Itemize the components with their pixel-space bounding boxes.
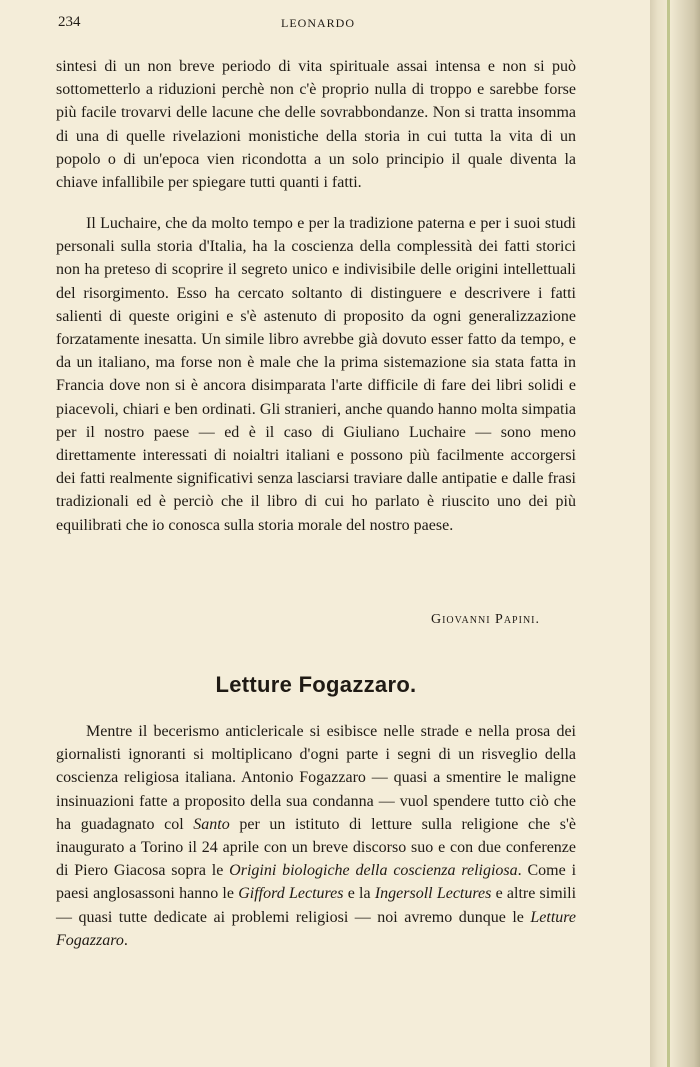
text-segment: e altre simili — quasi tutte dedicate ai problemi religiosi — noi avremo dunque le — [56, 885, 577, 926]
running-title: LEONARDO — [281, 16, 355, 30]
author-signature: Giovanni Papini. — [430, 612, 540, 627]
article-paragraph — [56, 720, 576, 952]
text-segment: Mentre il becerismo anticlericale si esibisce nelle strade e nella prosa dei giornalisti ignoranti si moltiplicano d'ogni parte i segni di un risveglio della coscienza religiosa italiana. Antonio Fogazzaro — quasi a smentire le maligne insinuazioni fatte a proposito della sua condanna — vuol spendere tutto ciò che ha guadagnato col — [56, 723, 576, 833]
text-segment: per un istituto di letture sulla religione che s'è inaugurato a Torino il 24 aprile con un breve discorso suo e con due conferenze di Piero Giacosa sopra le — [56, 815, 576, 880]
text-segment: . — [123, 931, 128, 949]
italic-title-origini: Origini biologiche della coscienza religiosa — [229, 862, 518, 880]
article-title: Letture Fogazzaro. — [215, 672, 417, 697]
italic-title-ingersoll: Ingersoll Lectures — [374, 885, 492, 903]
page-gutter — [650, 0, 700, 1067]
italic-title-gifford: Gifford Lectures — [238, 885, 344, 903]
page-edge — [667, 0, 670, 1067]
page-header — [58, 14, 578, 34]
text-segment: e la — [343, 885, 375, 903]
text-segment: . Come i paesi anglosassoni hanno le — [56, 862, 577, 903]
review-paragraph-1 — [56, 55, 576, 194]
review-text-2: Il Luchaire, che da molto tempo e per la tradizione paterna e per i suoi studi personali sulla storia d'Italia, ha la coscienza della complessità dei fatti storici non ha preteso di scoprire il segreto unico e indivisibile delle origini intellettuali del risorgimento. Esso ha cercato soltanto di distinguere e descrivere i fatti salienti di queste origini e s'è astenuto di proposito da ogni generalizzazione forzatamente inesatta. Un simile libro avrebbe già dovuto esser fatto da tempo, e da un italiano, ma forse non è male che la prima sistemazione sia stata fatta in Francia dove non si è ancora disimparata l'arte difficile di fare dei libri solidi e piacevoli, chiari e ben ordinati. Gli stranieri, anche quando hanno molta simpatia per il nostro paese — ed è il caso di Giuliano Luchaire — sono meno direttamente interessati di noialtri italiani e possono più facilmente accorgersi dei fatti realmente significativi senza lasciarsi traviare dalle antipatie e dalle frasi tradizionali ed è perciò che il libro di cui ho parlato è riuscito uno dei più equilibrati che io conosca sulla storia morale del nostro paese. — [56, 215, 576, 534]
review-text-1: sintesi di un non breve periodo di vita spirituale assai intensa e non si può sottometterlo a riduzioni perchè non c'è proprio nulla di troppo e sarebbe forse più facile trovarvi delle lacune che delle sovrabbondanze. Non si tratta insomma di una di quelle rivelazioni monistiche della storia in cui tutta la vita di un popolo o di un'epoca vien ricondotta a un solo principio il quale diventa la chiave infallibile per spiegare tutti quanti i fatti. — [56, 58, 576, 192]
review-paragraph-2 — [56, 212, 576, 537]
page-number: 234 — [58, 14, 81, 30]
article-text — [56, 720, 576, 952]
italic-title-letture: Letture Fogazzaro — [56, 908, 576, 949]
italic-title-santo: Santo — [193, 815, 230, 833]
